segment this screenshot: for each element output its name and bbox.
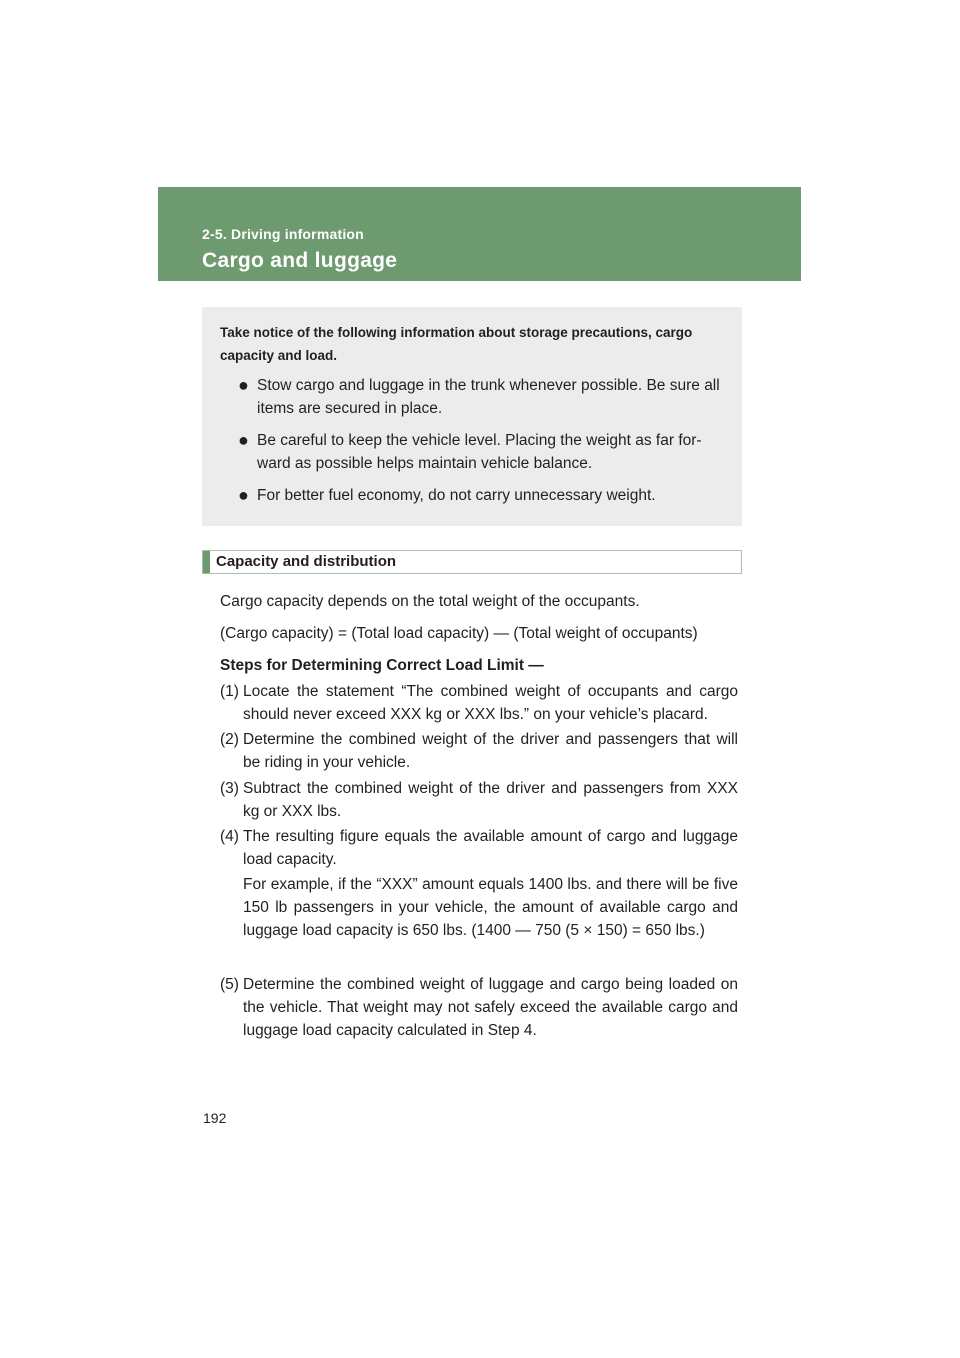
step-number: (2)	[220, 731, 239, 748]
subsection-heading	[202, 550, 742, 574]
subsection-heading-text: Capacity and distribution	[216, 553, 397, 570]
step-number: (5)	[220, 976, 239, 993]
steps-title: Steps for Determining Correct Load Limit —	[220, 657, 544, 674]
capacity-intro: Cargo capacity depends on the total weight of the occupants.	[220, 593, 640, 610]
notice-item	[238, 429, 724, 475]
step-item	[220, 680, 738, 726]
notice-intro: Take notice of the following information about storage precautions, cargo capacity and load.	[220, 325, 693, 363]
notice-item	[238, 484, 724, 507]
step-item	[220, 825, 738, 871]
notice-item-text: For better fuel economy, do not carry unnecessary weight.	[257, 487, 656, 504]
page-number: 192	[203, 1110, 227, 1126]
notice-item	[238, 374, 724, 420]
notice-box	[202, 307, 742, 526]
step-text: Determine the combined weight of the driver and passengers that will be riding in your vehicle.	[243, 731, 738, 771]
notice-item-text: Be careful to keep the vehicle level. Placing the weight as far for-ward as possible helps maintain vehicle balance.	[257, 432, 702, 472]
bullet-icon: ●	[238, 375, 249, 395]
step-example	[220, 873, 738, 942]
example-text: For example, if the “XXX” amount equals 1400 lbs. and there will be five 150 lb passengers in your vehicle, the amount of available cargo and luggage load capacity is 650 lbs. (1400 — 750 (5 × 150) = 650 lbs.)	[243, 876, 738, 939]
step-item	[220, 728, 738, 774]
chapter-header	[158, 187, 801, 281]
step-text: Subtract the combined weight of the driver and passengers from XXX kg or XXX lbs.	[243, 780, 738, 820]
capacity-formula: (Cargo capacity) = (Total load capacity) — (Total weight of occupants)	[220, 625, 698, 642]
bullet-icon: ●	[238, 485, 249, 505]
heading-accent-bar	[203, 551, 210, 573]
bullet-icon: ●	[238, 430, 249, 450]
step-text: Locate the statement “The combined weight of occupants and cargo should never exceed XXX kg or XXX lbs.” on your vehicle’s placard.	[243, 683, 738, 723]
notice-item-text: Stow cargo and luggage in the trunk whenever possible. Be sure all items are secured in place.	[257, 377, 720, 417]
page-title: Cargo and luggage	[202, 249, 398, 272]
step-number: (4)	[220, 828, 239, 845]
step-number: (3)	[220, 780, 239, 797]
step-text: The resulting figure equals the available amount of cargo and luggage load capacity.	[243, 828, 738, 868]
step-item	[220, 777, 738, 823]
step-item	[220, 973, 738, 1042]
step-number: (1)	[220, 683, 239, 700]
section-label: 2-5. Driving information	[202, 226, 364, 242]
step-text: Determine the combined weight of luggage and cargo being loaded on the vehicle. That weight may not safely exceed the available cargo and luggage load capacity calculated in Step 4.	[243, 976, 738, 1039]
